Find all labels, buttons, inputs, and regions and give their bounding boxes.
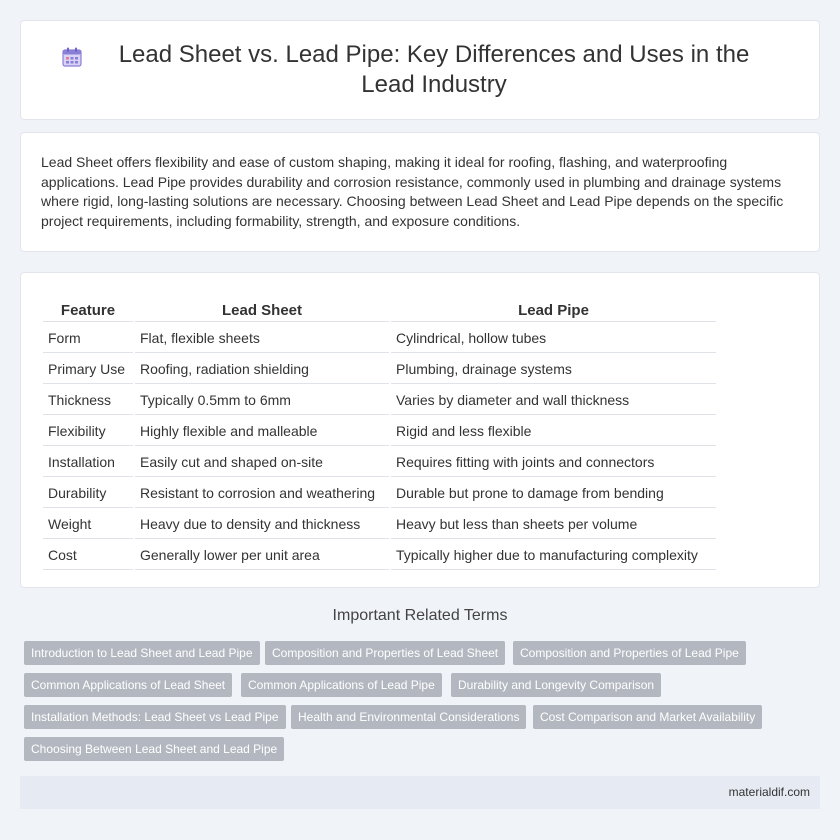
footer bbox=[20, 776, 820, 809]
table-cell-lead-pipe: Heavy but less than sheets per volume bbox=[391, 510, 716, 539]
table-cell-feature: Weight bbox=[43, 510, 133, 539]
table-cell-lead-sheet: Resistant to corrosion and weathering bbox=[135, 479, 389, 508]
header-lead-pipe: Lead Pipe bbox=[391, 295, 716, 322]
table-cell-lead-pipe: Durable but prone to damage from bending bbox=[391, 479, 716, 508]
table-cell-lead-sheet: Flat, flexible sheets bbox=[135, 324, 389, 353]
table-cell-lead-sheet: Roofing, radiation shielding bbox=[135, 355, 389, 384]
table-header-row bbox=[43, 295, 716, 322]
table-cell-lead-pipe: Plumbing, drainage systems bbox=[391, 355, 716, 384]
related-tag-composition-lead-pipe[interactable]: Composition and Properties of Lead Pipe bbox=[513, 641, 746, 665]
table-cell-feature: Durability bbox=[43, 479, 133, 508]
calendar-icon bbox=[61, 46, 83, 68]
related-tag-applications-lead-sheet[interactable]: Common Applications of Lead Sheet bbox=[24, 673, 232, 697]
table-cell-lead-pipe: Requires fitting with joints and connectors bbox=[391, 448, 716, 477]
comparison-table bbox=[41, 293, 718, 572]
related-tag-cost-comparison[interactable]: Cost Comparison and Market Availability bbox=[533, 705, 762, 729]
table-cell-lead-sheet: Easily cut and shaped on-site bbox=[135, 448, 389, 477]
table-cell-lead-pipe: Cylindrical, hollow tubes bbox=[391, 324, 716, 353]
footer-site[interactable]: materialdif.com bbox=[728, 785, 810, 799]
related-terms-heading: Important Related Terms bbox=[332, 607, 508, 624]
table-row bbox=[43, 479, 716, 508]
table-cell-lead-sheet: Heavy due to density and thickness bbox=[135, 510, 389, 539]
table-cell-feature: Cost bbox=[43, 541, 133, 570]
related-tag-composition-lead-sheet[interactable]: Composition and Properties of Lead Sheet bbox=[265, 641, 505, 665]
table-row bbox=[43, 386, 716, 415]
table-row bbox=[43, 417, 716, 446]
table-cell-feature: Thickness bbox=[43, 386, 133, 415]
title-wrap bbox=[60, 40, 780, 100]
summary-card bbox=[20, 132, 820, 252]
table-row bbox=[43, 541, 716, 570]
table-cell-feature: Installation bbox=[43, 448, 133, 477]
related-tag-health-environmental[interactable]: Health and Environmental Considerations bbox=[291, 705, 526, 729]
table-row bbox=[43, 448, 716, 477]
summary-text: Lead Sheet offers flexibility and ease of custom shaping, making it ideal for roofing, flashing, and waterproofing applications. Lead Pipe provides durability and corrosion resistance, commonly used in plumbing and drainage systems where rigid, long-lasting solutions are necessary. Choosing between Lead Sheet and Lead Pipe depends on the specific project requirements, including formability, strength, and exposure conditions. bbox=[41, 154, 784, 229]
table-cell-feature: Flexibility bbox=[43, 417, 133, 446]
related-tag-durability-comparison[interactable]: Durability and Longevity Comparison bbox=[451, 673, 661, 697]
table-cell-lead-pipe: Varies by diameter and wall thickness bbox=[391, 386, 716, 415]
table-cell-lead-sheet: Typically 0.5mm to 6mm bbox=[135, 386, 389, 415]
comparison-table-card bbox=[20, 272, 820, 588]
table-cell-lead-pipe: Rigid and less flexible bbox=[391, 417, 716, 446]
table-row bbox=[43, 510, 716, 539]
header-card bbox=[20, 20, 820, 120]
table-row bbox=[43, 324, 716, 353]
page-title: Lead Sheet vs. Lead Pipe: Key Differences and Uses in the Lead Industry bbox=[118, 41, 750, 98]
related-tag-introduction[interactable]: Introduction to Lead Sheet and Lead Pipe bbox=[24, 641, 260, 665]
header-lead-sheet: Lead Sheet bbox=[135, 295, 389, 322]
table-cell-lead-sheet: Highly flexible and malleable bbox=[135, 417, 389, 446]
table-cell-feature: Form bbox=[43, 324, 133, 353]
table-cell-lead-pipe: Typically higher due to manufacturing complexity bbox=[391, 541, 716, 570]
related-tag-applications-lead-pipe[interactable]: Common Applications of Lead Pipe bbox=[241, 673, 442, 697]
table-row bbox=[43, 355, 716, 384]
header-feature: Feature bbox=[43, 295, 133, 322]
related-tag-choosing-between[interactable]: Choosing Between Lead Sheet and Lead Pipe bbox=[24, 737, 284, 761]
table-cell-feature: Primary Use bbox=[43, 355, 133, 384]
table-cell-lead-sheet: Generally lower per unit area bbox=[135, 541, 389, 570]
related-tag-installation-methods[interactable]: Installation Methods: Lead Sheet vs Lead Pipe bbox=[24, 705, 286, 729]
